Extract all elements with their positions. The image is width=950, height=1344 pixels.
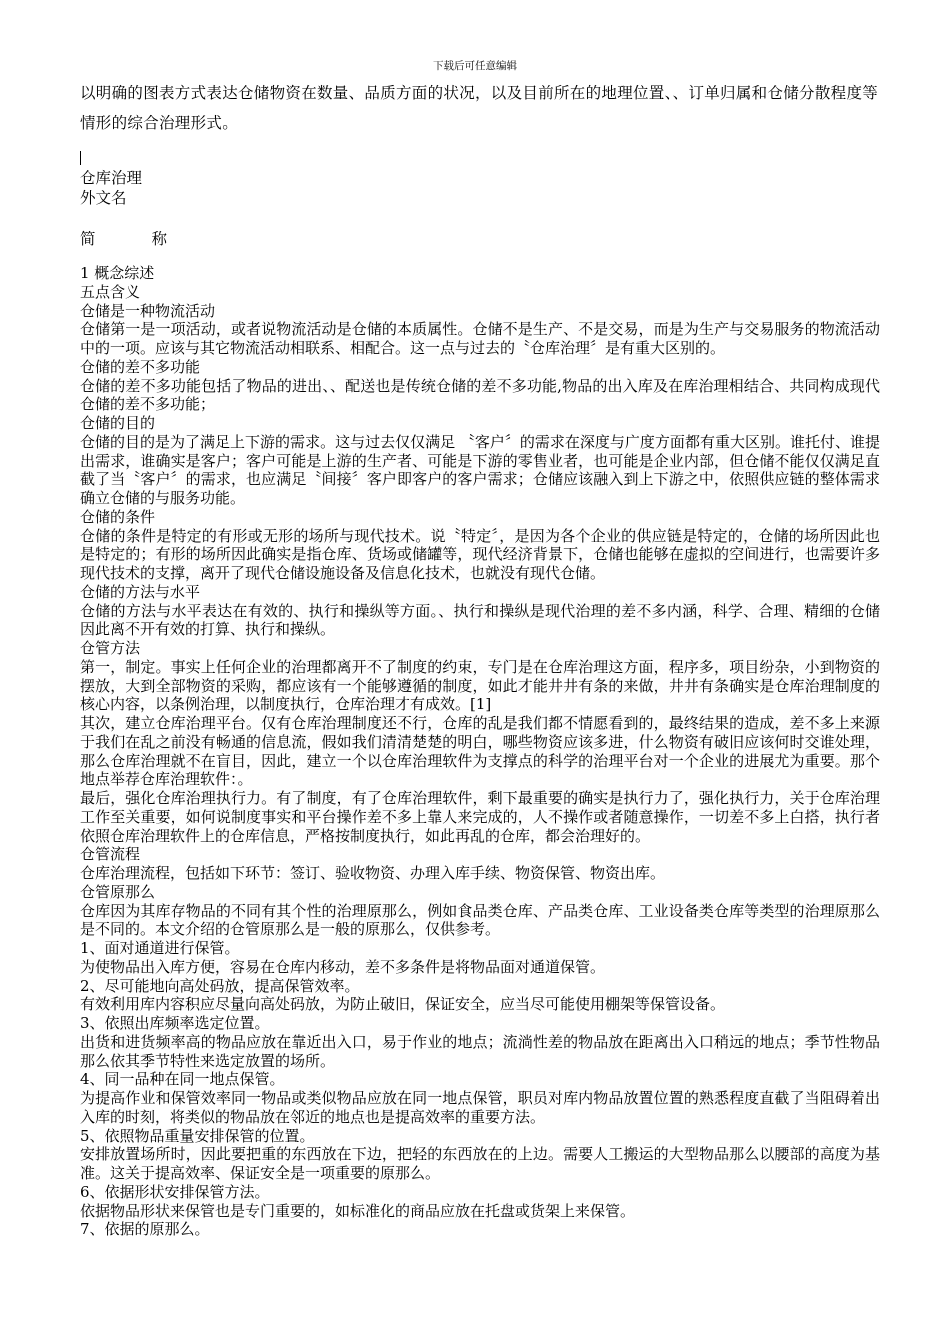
body-line: 仓管方法 [80,639,141,657]
intro-paragraph: 以明确的图表方式表达仓储物资在数量、品质方面的状况，以及目前所在的地理位置、、订单归属和仓储分散程度等情形的综合治理形式。 [80,84,879,132]
body-line: 仓储第一是一项活动，或者说物流活动是仓储的本质属性。仓储不是生产、不是交易，而是为生产与交易服务的物流活动中的一项。应该与其它物流活动相联系、相配合。这一点与过去的〝仓库治理〞是有重大区别的。 [80,320,880,357]
infobox-name: 仓库治理 [80,169,143,187]
document-body [80,264,880,1239]
body-line: 6、依据形状安排保管方法。 [80,1182,270,1201]
body-line: 仓管流程 [80,845,141,864]
body-line: 仓储的目的是为了满足上下游的需求。这与过去仅仅满足 〝客户〞的需求在深度与广度方面都有重大区别。谁托付、谁提出需求，谁确实是客户；客户可能是上游的生产者、可能是下游的零售业者，也可能是企业内部，但仓储不能仅仅满足直截了当〝客户〞的需求，也应满足〝间接〞客户即客户的客户需求；仓储应该融入到上下游之中，依照供应链的整体需求确立仓储的与服务功能。 [80,432,880,507]
body-line: 仓储是一种物流活动 [80,301,216,320]
body-line: 为提高作业和保管效率同一物品或类似物品应放在同一地点保管，职员对库内物品放置位置的熟悉程度直截了当阻碍着出入库的时刻，将类似的物品放在邻近的地点也是提高效率的重要方法。 [80,1089,880,1126]
abbr-char-1: 简 [80,230,96,248]
body-line: 最后，强化仓库治理执行力。有了制度，有了仓库治理软件，剩下最重要的确实是执行力了，强化执行力，关于仓库治理工作至关重要，如何说制度事实和平台操作差不多上靠人来完成的，人不操作或者随意操作，一切差不多上白搭，执行者依照仓库治理软件上的仓库信息，严格按制度执行，如此再乱的仓库，都会治理好的。 [80,789,880,845]
body-line: 1 概念综述 [80,264,155,282]
body-line: 第一，制定。事实上任何企业的治理都离开不了制度的约束，专门是在仓库治理这方面，程序多，项目纷杂，小到物资的摆放，大到全部物资的采购，都应该有一个能够遵循的制度，如此才能井井有条的来做，井井有条确实是仓库治理制度的核心内容，以条例治理，以制度执行，仓库治理才有成效。[1] [80,657,880,714]
abbr-char-2: 称 [151,230,168,248]
body-line: 仓储的目的 [80,414,156,432]
body-line: 出货和进货频率高的物品应放在靠近出入口，易于作业的地点；流淌性差的物品放在距离出入口稍远的地点；季节性物品那么依其季节特性来选定放置的场所。 [80,1032,880,1070]
body-line: 2、尽可能地向高处码放，提高保管效率。 [80,976,360,995]
body-line: 依据物品形状来保管也是专门重要的，如标准化的商品应放在托盘或货架上来保管。 [80,1201,636,1220]
body-line: 仓库因为其库存物品的不同有其个性的治理原那么，例如食品类仓库、产品类仓库、工业设备类仓库等类型的治理原那么是不同的。本文介绍的仓管原那么是一般的原那么，仅供参考。 [80,901,880,939]
infobox [80,168,142,208]
body-line: 仓储的条件是特定的有形或无形的场所与现代技术。说〝特定〞，是因为各个企业的供应链是特定的，仓储的场所因此也是特定的；有形的场所因此确实是指仓库、货场或储罐等，现代经济背景下，仓储也能够在虚拟的空间进行，也需要许多现代技术的支撑，离开了现代仓储设施设备及信息化技术，也就没有现代仓储。 [80,526,880,582]
body-line: 仓储的差不多功能包括了物品的进出、、配送也是传统仓储的差不多功能,物品的出入库及在库治理相结合、共同构成现代仓储的差不多功能； [80,376,880,414]
body-line: 有效利用库内容积应尽量向高处码放，为防止破旧，保证安全，应当尽可能使用棚架等保管设备。 [80,995,726,1014]
body-line: 仓储的方法与水平 [80,582,201,601]
body-line: 安排放置场所时，因此要把重的东西放在下边，把轻的东西放在的上边。需要人工搬运的大型物品那么以腰部的高度为基准。这关于提高效率、保证安全是一项重要的原那么。 [80,1145,880,1182]
text-cursor [80,151,81,165]
body-line: 1、面对通道进行保管。 [80,939,240,957]
body-line: 仓管原那么 [80,882,156,901]
body-line: 五点含义 [80,282,141,301]
body-line: 5、依照物品重量安排保管的位置。 [80,1126,315,1145]
body-line: 其次，建立仓库治理平台。仅有仓库治理制度还不行，仓库的乱是我们都不情愿看到的，最终结果的造成，差不多上来源于我们在乱之前没有畅通的信息流，假如我们清清楚楚的明白，哪些物资应该多进，什么物资有破旧应该何时交谁处理，那么仓库治理就不在盲目，因此，建立一个以仓库治理软件为支撑点的科学的治理平台对一个企业的进展尤为重要。那个地点举荐仓库治理软件：。 [80,714,880,789]
body-line: 为使物品出入库方便，容易在仓库内移动，差不多条件是将物品面对通道保管。 [80,957,606,976]
page-header: 下载后可任意编辑 [433,60,517,72]
body-line: 仓储的差不多功能 [80,357,201,376]
body-line: 7、依据的原那么。 [80,1220,210,1239]
body-line: 仓储的条件 [80,507,156,526]
body-line: 仓库治理流程，包括如下环节：签订、验收物资、办理入库手续、物资保管、物资出库。 [80,864,666,882]
infobox-foreign-label: 外文名 [80,189,127,207]
body-line: 4、同一品种在同一地点保管。 [80,1070,285,1089]
body-line: 3、依照出库频率选定位置。 [80,1014,270,1032]
infobox-abbreviation-label [80,227,167,249]
body-line: 仓储的方法与水平表达在有效的、执行和操纵等方面。、执行和操纵是现代治理的差不多内涵，科学、合理、精细的仓储因此离不开有效的打算、执行和操纵。 [80,601,880,639]
